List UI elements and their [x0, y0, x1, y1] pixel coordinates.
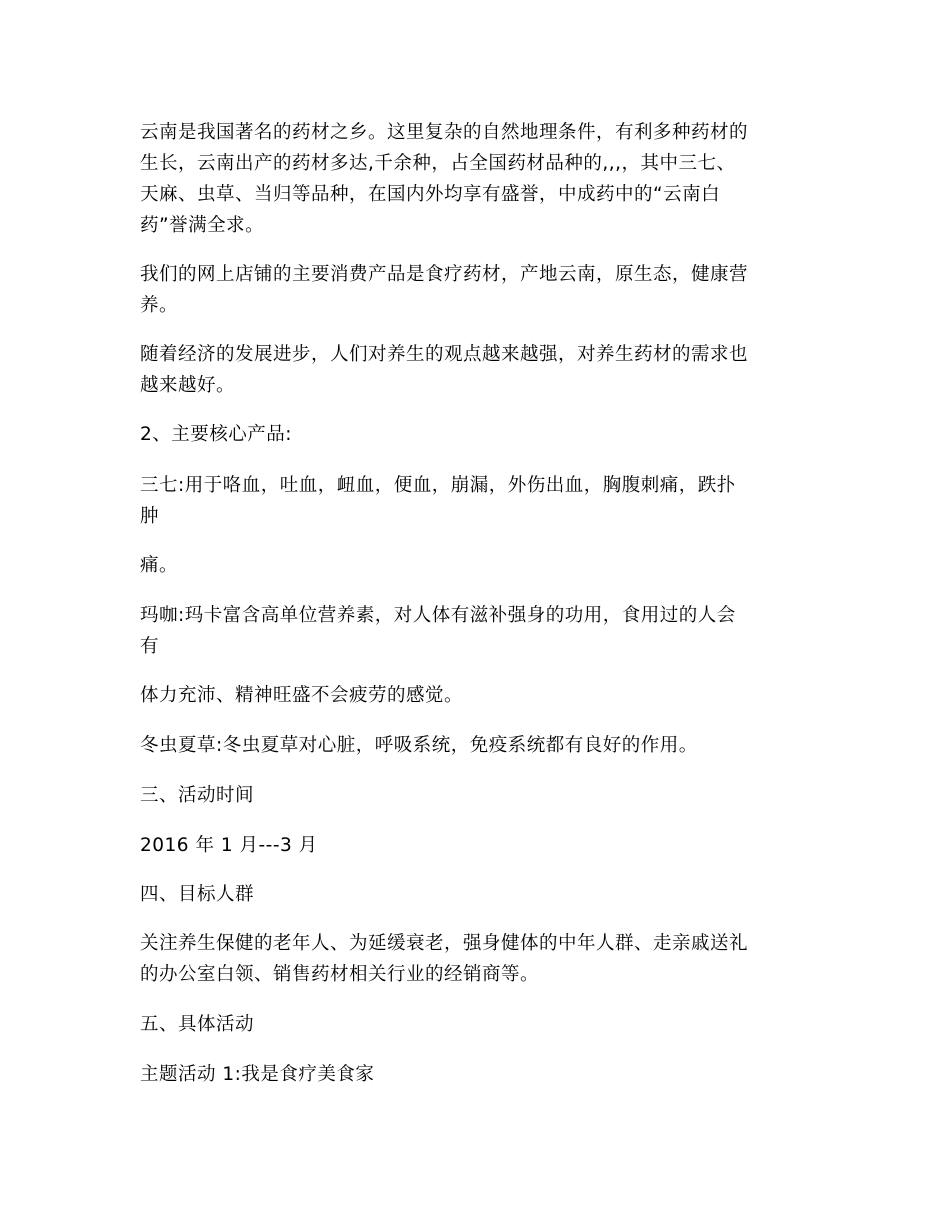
paragraph-yunnan-intro: [140, 117, 820, 241]
text-line: 我们的网上店铺的主要消费产品是食疗药材，产地云南，原生态，健康营: [140, 264, 749, 285]
paragraph-sanqi: [140, 470, 820, 532]
paragraph-target-audience: [140, 928, 820, 990]
heading-specific-activities: [140, 1009, 820, 1040]
paragraph-economy-demand: [140, 339, 820, 401]
paragraph-store-products: [140, 259, 820, 321]
text-line: 有: [140, 636, 160, 657]
text-line: 云南是我国著名的药材之乡。这里复杂的自然地理条件，有利多种药材的: [140, 122, 749, 143]
paragraph-cordyceps: [140, 730, 820, 761]
text-line: 2、主要核心产品:: [140, 424, 293, 445]
text-line: 四、目标人群: [140, 884, 255, 905]
paragraph-maca-cont: [140, 680, 820, 711]
heading-core-products: [140, 419, 820, 450]
text-line: 药”誉满全求。: [140, 215, 265, 236]
text-line: 三七:用于咯血，吐血，衄血，便血，崩漏，外伤出血，胸腹刺痛，跌扑: [140, 475, 736, 496]
text-line: 天麻、虫草、当归等品种，在国内外均享有盛誉，中成药中的“云南白: [140, 184, 721, 205]
text-line: 三、活动时间: [140, 785, 255, 806]
paragraph-maca: [140, 600, 820, 662]
paragraph-activity-dates: [140, 830, 820, 861]
text-line: 随着经济的发展进步，人们对养生的观点越来越强，对养生药材的需求也: [140, 344, 749, 365]
text-line: 关注养生保健的老年人、为延缓衰老，强身健体的中年人群、走亲戚送礼: [140, 933, 749, 954]
text-line: 养。: [140, 295, 179, 316]
paragraph-theme-activity-1: [140, 1059, 820, 1090]
text-line: 肿: [140, 506, 160, 527]
text-line: 主题活动 1:我是食疗美食家: [140, 1064, 375, 1085]
text-line: 玛咖:玛卡富含高单位营养素，对人体有滋补强身的功用，食用过的人会: [140, 605, 736, 626]
text-line: 冬虫夏草:冬虫夏草对心脏，呼吸系统，免疫系统都有良好的作用。: [140, 735, 698, 756]
paragraph-sanqi-cont: [140, 550, 820, 581]
text-line: 体力充沛、精神旺盛不会疲劳的感觉。: [140, 685, 464, 706]
heading-activity-time: [140, 780, 820, 811]
text-line: 越来越好。: [140, 375, 236, 396]
heading-target-audience: [140, 879, 820, 910]
text-line: 的办公室白领、销售药材相关行业的经销商等。: [140, 964, 540, 985]
text-line: 痛。: [140, 555, 179, 576]
text-line: 2016 年 1 月---3 月: [140, 835, 318, 856]
text-line: 五、具体活动: [140, 1014, 255, 1035]
text-line: 生长，云南出产的药材多达,千余种，占全国药材品种的,,,，其中三七、: [140, 153, 736, 174]
